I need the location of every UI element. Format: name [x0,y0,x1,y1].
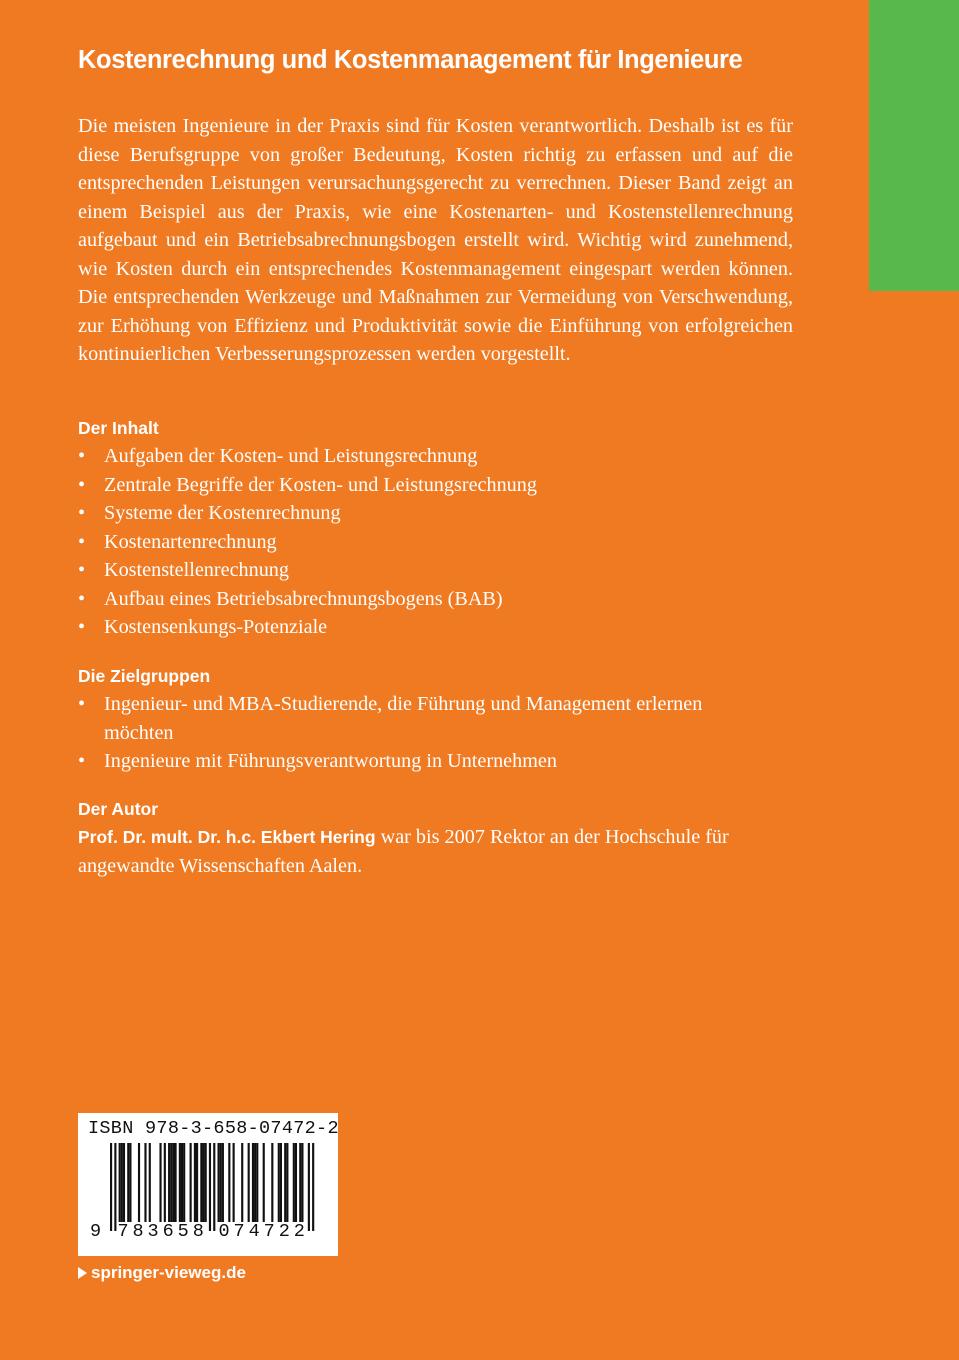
barcode-bar [110,1143,112,1231]
blurb-paragraph: Die meisten Ingenieure in der Praxis sind für Kosten verantwortlich. Deshalb ist es für diese Berufsgruppe von großer Bedeutung, Kosten richtig zu erfassen und auf die entsprechenden Leistungen verursachungsgerecht zu verrechnen. Dieser Band zeigt an einem Beispiel aus der Praxis, wie eine Kostenarten- und Kostenstellenrechnung aufgebaut und ein Betriebsabrechnungsbogen erstellt wird. Wichtig wird zunehmend, wie Kosten durch ein entsprechendes Kostenmanagement eingespart werden können. Die entsprechenden Werkzeuge und Maßnahmen zur Vermeidung von Verschwendung, zur Erhöhung von Effizienz und Produktivität sowie die Einführung von erfolgreichen kontinuierlichen Verbesserungsprozessen werden vorgestellt. [78,115,793,365]
barcode-bar [114,1143,116,1231]
ean-digit: 0 [218,1221,230,1242]
barcode-bar [228,1143,230,1222]
barcode-bar [183,1143,185,1222]
isbn-label: ISBN 978-3-658-07472-2 [88,1118,339,1139]
barcode-bar [144,1143,146,1222]
ean-digit: 7 [117,1221,129,1242]
zielgruppen-heading: Die Zielgruppen [78,666,211,686]
barcode-bar [312,1143,314,1231]
ean-digit: 7 [263,1221,275,1242]
barcode-bar [205,1143,207,1222]
bullet-icon: • [78,750,86,772]
barcode-bar [181,1143,183,1222]
barcode-bar [252,1143,254,1222]
barcode-bar [248,1143,250,1222]
barcode-bar [175,1143,177,1222]
list-item: • Kostenartenrechnung [78,528,818,557]
barcode-bar [222,1143,224,1222]
barcode-bar [200,1143,202,1222]
barcode-bar [254,1143,256,1222]
barcode-bar [172,1143,174,1222]
barcode-bar [295,1143,297,1222]
author-bio [78,823,798,880]
barcode-bar [123,1143,125,1222]
ean-digit: 4 [248,1221,260,1242]
isbn-barcode [78,1113,338,1256]
list-item: • Ingenieur- und MBA-Studierende, die Führung und Management erlernen möchten [78,690,718,747]
bullet-icon: • [78,559,86,581]
barcode-bar [278,1143,280,1222]
barcode-bar [119,1143,121,1222]
barcode-bar [190,1143,192,1222]
list-item: • Ingenieure mit Führungsverantwortung in Unternehmen [78,747,718,776]
barcode-bar [308,1143,310,1231]
bullet-icon: • [78,587,86,610]
barcode-bar [138,1143,140,1222]
author-text: war bis 2007 Rektor an der Hochschule für angewandte Wissenschaften Aalen. [78,826,729,877]
list-item: • Kostenstellenrechnung [78,556,818,585]
barcode-bar [286,1143,288,1222]
section-zielgruppen [78,664,818,776]
ean-digit: 9 [90,1221,102,1242]
barcode-bar [170,1143,172,1222]
barcode-bar [196,1143,198,1222]
barcode-bar [293,1143,295,1222]
zielgruppen-list [78,690,718,776]
arrow-right-icon [78,1267,87,1279]
barcode-bar [256,1143,258,1222]
barcode-bar [218,1143,220,1222]
barcode-bar [220,1143,222,1222]
ean-digit: 8 [192,1221,204,1242]
bullet-icon: • [78,473,86,496]
ean-digit: 2 [278,1221,290,1242]
list-item: • Zentrale Begriffe der Kosten- und Leistungsrechnung [78,471,818,500]
list-item: • Aufgaben der Kosten- und Leistungsrechnung [78,442,818,471]
barcode-bar [179,1143,181,1222]
barcode-bar [233,1143,235,1222]
barcode-bar [280,1143,282,1222]
ean-digit: 3 [147,1221,159,1242]
barcode-bar [127,1143,129,1222]
barcode-bar [202,1143,204,1222]
list-item: • Kostensenkungs-Potenziale [78,613,818,642]
book-title: Kostenrechnung und Kostenmanagement für Ingenieure [78,46,743,74]
barcode-bar [213,1143,215,1231]
barcode-bar [149,1143,151,1222]
ean-digit: 8 [132,1221,144,1242]
list-item: • Aufbau eines Betriebsabrechnungsbogens (BAB) [78,585,818,614]
barcode-bar [168,1143,170,1222]
barcode-bar [299,1143,301,1222]
green-accent-tab [869,0,959,291]
barcode-bar [271,1143,273,1222]
barcode-bar [241,1143,243,1222]
barcode-bar [129,1143,131,1222]
ean-digit: 6 [162,1221,174,1242]
barcode-bar [164,1143,166,1222]
barcode-bar [159,1143,161,1222]
section-inhalt [78,416,818,642]
list-item: • Systeme der Kostenrechnung [78,499,818,528]
section-autor [78,797,818,880]
inhalt-list [78,442,818,642]
bullet-icon: • [78,616,86,638]
barcode-bar [263,1143,265,1222]
autor-heading: Der Autor [78,799,159,819]
publisher-url: springer-vieweg.de [91,1263,246,1282]
bullet-icon: • [78,445,86,467]
barcode-bar [209,1143,211,1231]
author-name: Prof. Dr. mult. Dr. h.c. Ekbert Hering [78,827,376,847]
bullet-icon: • [78,530,86,553]
ean-digit: 2 [293,1221,305,1242]
publisher-link[interactable] [78,1263,246,1283]
ean-digit: 5 [177,1221,189,1242]
bullet-icon: • [78,502,86,524]
bullet-icon: • [78,693,86,715]
barcode-bar [121,1143,123,1222]
barcode-bar [284,1143,286,1222]
ean-digit: 7 [233,1221,245,1242]
barcode-bar [301,1143,303,1222]
inhalt-heading: Der Inhalt [78,418,159,438]
barcode-bar [194,1143,196,1222]
